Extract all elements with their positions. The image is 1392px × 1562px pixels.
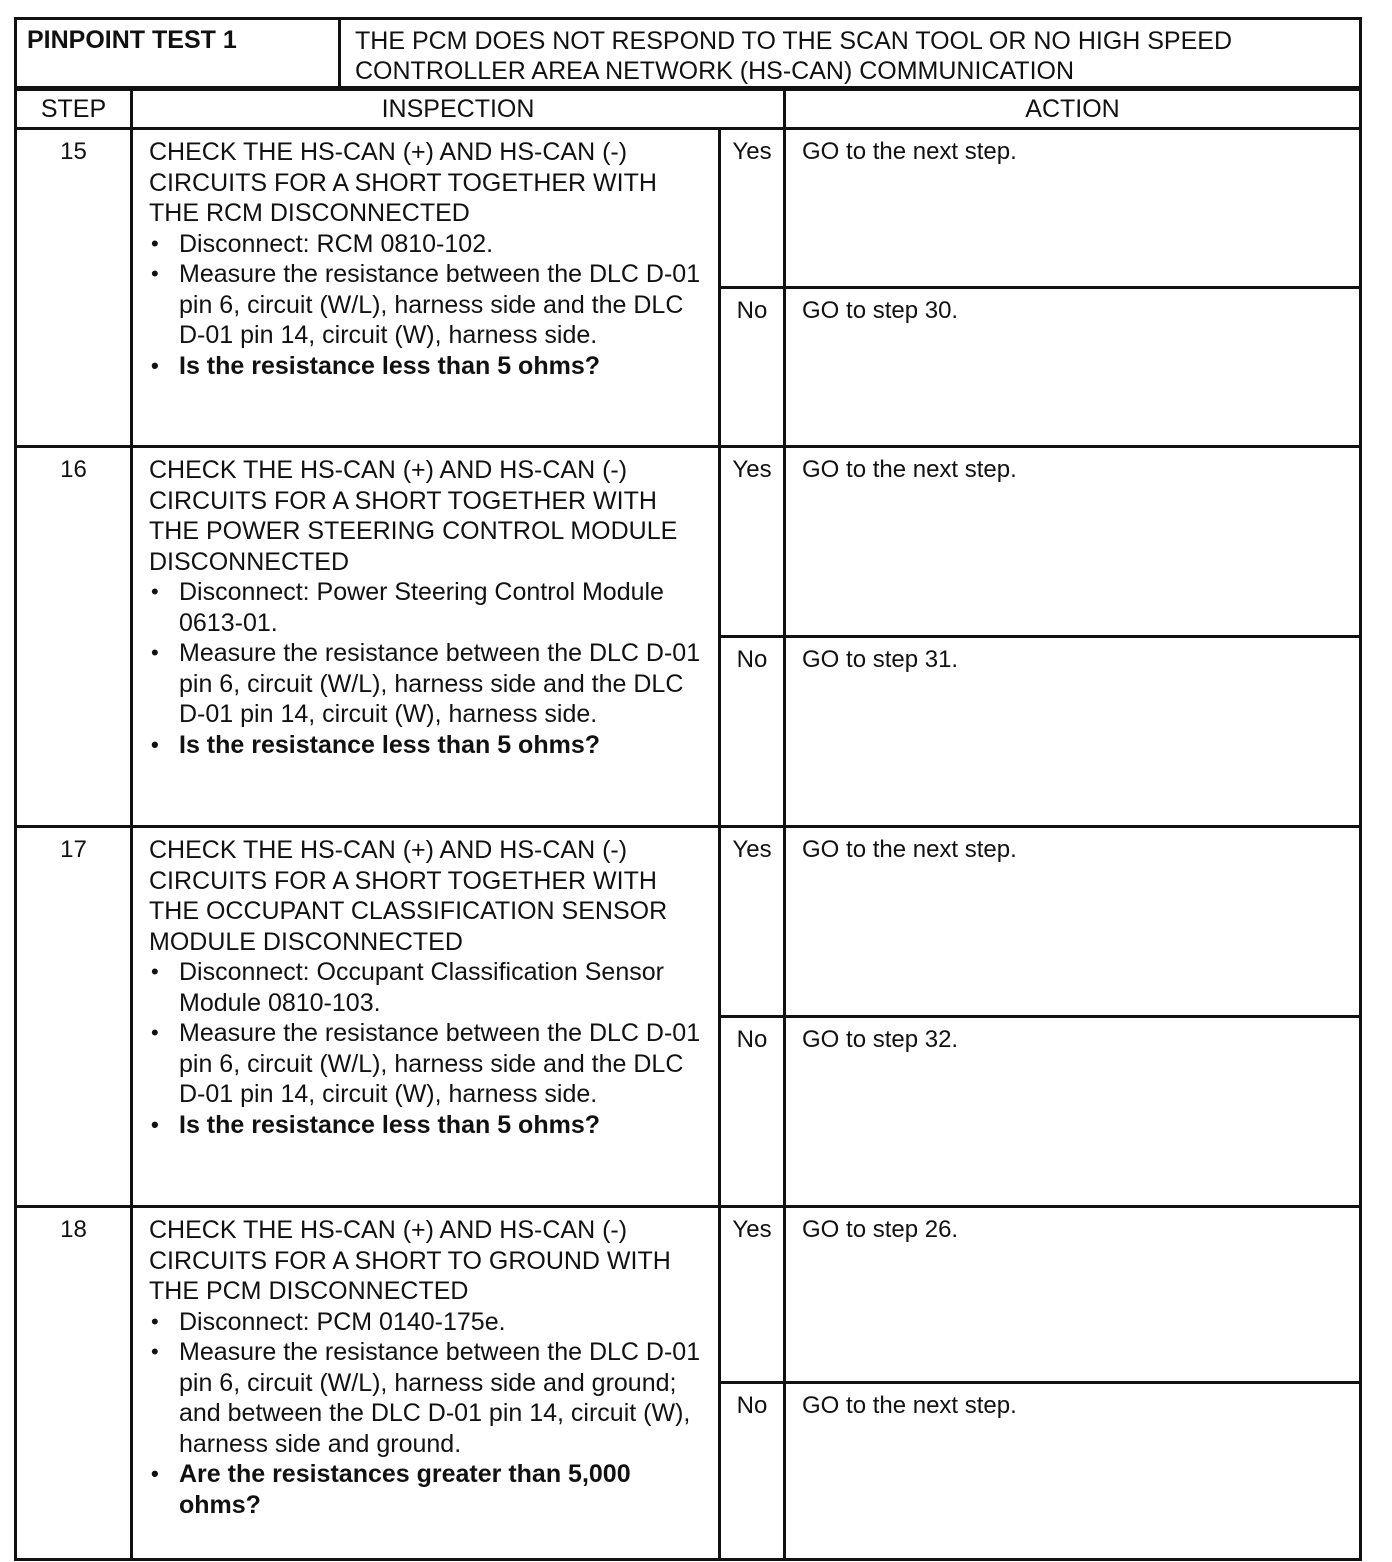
- no-action: GO to step 31.: [785, 637, 1361, 827]
- bullet-item: • Measure the resistance between the DLC D-01 pin 6, circuit (W/L), harness side and the DLC D-01 pin 14, circuit (W), harness side.: [179, 638, 712, 730]
- test-title: [340, 19, 1361, 88]
- step-question: • Is the resistance less than 5 ohms?: [179, 351, 712, 382]
- table-row: [16, 827, 1361, 1017]
- yes-action: GO to the next step.: [785, 447, 1361, 637]
- test-name: PINPOINT TEST 1: [16, 19, 340, 88]
- yes-action: GO to the next step.: [785, 129, 1361, 288]
- column-header-row: [16, 90, 1361, 129]
- yes-action: GO to the next step.: [785, 827, 1361, 1017]
- bullet-item: • Measure the resistance between the DLC D-01 pin 6, circuit (W/L), harness side and the DLC D-01 pin 14, circuit (W), harness side.: [179, 1018, 712, 1110]
- step-number: 16: [16, 447, 132, 827]
- step-title: CHECK THE HS-CAN (+) AND HS-CAN (-) CIRCUITS FOR A SHORT TOGETHER WITH THE RCM DISCONNECTED: [149, 138, 657, 227]
- step-bullets: [149, 1307, 712, 1521]
- no-action: GO to step 32.: [785, 1017, 1361, 1207]
- yes-action: GO to step 26.: [785, 1207, 1361, 1383]
- step-bullets: [149, 229, 712, 382]
- column-header-step: STEP: [16, 90, 132, 129]
- table-row: [16, 129, 1361, 288]
- step-question: • Are the resistances greater than 5,000 ohms?: [179, 1459, 712, 1520]
- no-label: No: [720, 288, 785, 447]
- test-title-line2: CONTROLLER AREA NETWORK (HS-CAN) COMMUNICATION: [355, 57, 1075, 85]
- step-title: CHECK THE HS-CAN (+) AND HS-CAN (-) CIRCUITS FOR A SHORT TOGETHER WITH THE POWER STEERING CONTROL MODULE DISCONNECTED: [149, 456, 678, 576]
- yes-label: Yes: [720, 1207, 785, 1383]
- inspection-cell: [132, 447, 720, 827]
- no-label: No: [720, 1383, 785, 1560]
- column-header-inspection: INSPECTION: [132, 90, 785, 129]
- step-number: 17: [16, 827, 132, 1207]
- step-title: CHECK THE HS-CAN (+) AND HS-CAN (-) CIRCUITS FOR A SHORT TOGETHER WITH THE OCCUPANT CLASSIFICATION SENSOR MODULE DISCONNECTED: [149, 836, 668, 956]
- no-action: GO to the next step.: [785, 1383, 1361, 1560]
- test-header: [14, 17, 1362, 89]
- yes-label: Yes: [720, 447, 785, 637]
- inspection-cell: [132, 129, 720, 447]
- inspection-cell: [132, 1207, 720, 1560]
- step-question: • Is the resistance less than 5 ohms?: [179, 1110, 712, 1141]
- test-title-line1: THE PCM DOES NOT RESPOND TO THE SCAN TOOL OR NO HIGH SPEED: [355, 27, 1233, 55]
- bullet-item: • Disconnect: Occupant Classification Sensor Module 0810-103.: [179, 957, 712, 1018]
- yes-label: Yes: [720, 827, 785, 1017]
- bullet-item: • Disconnect: Power Steering Control Module 0613-01.: [179, 577, 712, 638]
- bullet-item: • Measure the resistance between the DLC D-01 pin 6, circuit (W/L), harness side and ground; and between the DLC D-01 pin 14, circuit (W), harness side and ground.: [179, 1337, 712, 1459]
- yes-label: Yes: [720, 129, 785, 288]
- table-row: [16, 447, 1361, 637]
- step-number: 18: [16, 1207, 132, 1560]
- step-bullets: [149, 957, 712, 1140]
- table-row: [16, 1207, 1361, 1383]
- no-action: GO to step 30.: [785, 288, 1361, 447]
- step-bullets: [149, 577, 712, 760]
- pinpoint-table: [14, 88, 1362, 1561]
- step-number: 15: [16, 129, 132, 447]
- no-label: No: [720, 637, 785, 827]
- inspection-cell: [132, 827, 720, 1207]
- bullet-item: • Disconnect: PCM 0140-175e.: [179, 1307, 712, 1338]
- step-title: CHECK THE HS-CAN (+) AND HS-CAN (-) CIRCUITS FOR A SHORT TO GROUND WITH THE PCM DISCONNECTED: [149, 1216, 671, 1305]
- step-question: • Is the resistance less than 5 ohms?: [179, 730, 712, 761]
- column-header-action: ACTION: [785, 90, 1361, 129]
- bullet-item: • Disconnect: RCM 0810-102.: [179, 229, 712, 260]
- bullet-item: • Measure the resistance between the DLC D-01 pin 6, circuit (W/L), harness side and the DLC D-01 pin 14, circuit (W), harness side.: [179, 259, 712, 351]
- no-label: No: [720, 1017, 785, 1207]
